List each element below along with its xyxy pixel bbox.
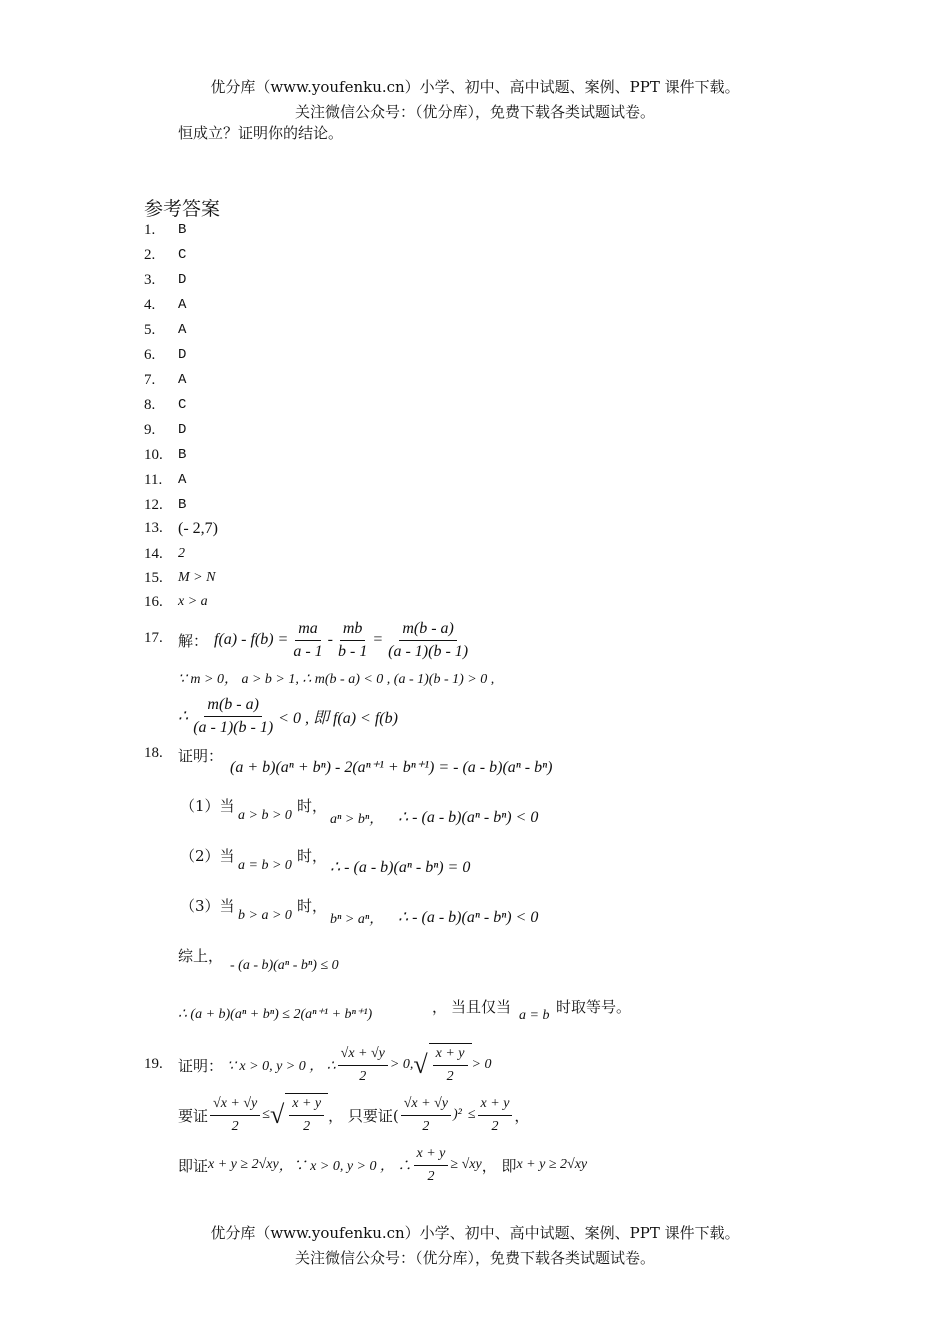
answer-value: A — [178, 322, 187, 338]
q17-number: 17. — [144, 630, 163, 646]
q18-case3-when: 时， — [297, 897, 328, 915]
answer-number: 12. — [144, 497, 163, 513]
answer-value: A — [178, 472, 187, 488]
answer-number: 5. — [144, 322, 156, 338]
q18-case3-mid: bⁿ > aⁿ， — [330, 912, 384, 927]
q18-final-expression: ∴ (a + b)(aⁿ + bⁿ) ≤ 2(aⁿ⁺¹ + bⁿ⁺¹) — [178, 1007, 373, 1022]
q18-identity: (a + b)(aⁿ + bⁿ) - 2(aⁿ⁺¹ + bⁿ⁺¹) = - (a - b)(aⁿ - bⁿ) — [230, 759, 553, 776]
q19-fraction-sqrt-sum-2: $\frac{√x + √y}{2}$ — [210, 1094, 260, 1137]
q17-minus: - — [327, 631, 333, 648]
q18-case3-result: ∴ - (a - b)(aⁿ - bⁿ) < 0 — [398, 909, 539, 926]
q18-final-tail: 时取等号。 — [556, 998, 632, 1016]
answer-number: 3. — [144, 272, 156, 288]
q18-case3-condition: b > a > 0 — [238, 908, 292, 923]
q18-case2-label: （2）当 — [180, 847, 235, 865]
header-line-2: 关注微信公众号：（优分库），免费下载各类试题试卷。 — [294, 103, 655, 121]
q19-line-1: 证明： ∵ x > 0, y > 0 ， ∴ $\frac{√x + √y}{2}$ > 0, √ $\frac{x + y}{2}$ > 0 — [178, 1040, 491, 1090]
q18-case1-label: （1）当 — [180, 797, 235, 815]
q18-case1-result: ∴ - (a - b)(aⁿ - bⁿ) < 0 — [398, 809, 539, 826]
q18-final-text: 当且仅当 — [451, 998, 512, 1016]
answer-number: 13. — [144, 520, 163, 536]
answer-number: 2. — [144, 247, 156, 263]
q18-summary-label: 综上， — [178, 947, 224, 965]
answer-number: 15. — [144, 570, 163, 586]
q18-case2-condition: a = b > 0 — [238, 858, 292, 873]
answer-value: D — [178, 422, 187, 438]
q17-fraction-4: $\frac{m(b - a)}{(a - 1)(b - 1)}$ — [193, 695, 274, 736]
q17-line-3: ∴ $\frac{m(b - a)}{(a - 1)(b - 1)}$ < 0 , 即 f(a) < f(b) — [178, 695, 398, 736]
answer-value: A — [178, 372, 187, 388]
q17-label: 解： — [178, 631, 209, 650]
answer-number: 6. — [144, 347, 156, 363]
answer-value: A — [178, 297, 187, 313]
q19-fraction-xy-4: $\frac{x + y}{2}$ — [414, 1144, 449, 1187]
q19-fraction-sqrt-sum-3: $\frac{√x + √y}{2}$ — [401, 1094, 451, 1137]
q18-label: 证明： — [178, 747, 224, 765]
answer-number: 9. — [144, 422, 156, 438]
q18-case1-condition: a > b > 0 — [238, 808, 292, 823]
q18-summary-expression: - (a - b)(aⁿ - bⁿ) ≤ 0 — [230, 958, 339, 973]
answer-value: x > a — [178, 594, 208, 609]
q19-line-2: 要证 $\frac{√x + √y}{2}$ ≤ √ $\frac{x + y}{2}$ ， 只要证( $\frac{√x + √y}{2}$ )² ≤ $\frac{x + y}{2}$ ， — [178, 1090, 529, 1140]
section-title: 参考答案 — [144, 198, 221, 220]
answer-value: B — [178, 447, 187, 463]
answer-value: M > N — [178, 570, 216, 585]
q18-final-comma: ， — [432, 998, 448, 1016]
q17-equals: = — [372, 631, 384, 648]
intro-line: 恒成立？证明你的结论。 — [178, 124, 344, 142]
footer-line-2: 关注微信公众号：（优分库），免费下载各类试题试卷。 — [294, 1249, 655, 1267]
answer-value: C — [178, 247, 187, 263]
answer-number: 16. — [144, 594, 163, 610]
q18-case3-label: （3）当 — [180, 897, 235, 915]
q18-final-condition: a = b — [519, 1008, 550, 1023]
q18-case1-when: 时， — [297, 797, 328, 815]
answer-number: 14. — [144, 546, 163, 562]
answer-value: B — [178, 222, 187, 238]
q17-fraction-2: $\frac{mb}{b - 1}$ — [338, 619, 368, 660]
answer-value: (- 2,7) — [178, 520, 218, 537]
footer-line-1: 优分库（www.youfenku.cn）小学、初中、高中试题、案例、PPT 课件下载。 — [210, 1224, 740, 1242]
answer-number: 10. — [144, 447, 163, 463]
answer-value: D — [178, 272, 187, 288]
answer-number: 8. — [144, 397, 156, 413]
q18-case1-mid: aⁿ > bⁿ， — [330, 812, 384, 827]
answer-value: C — [178, 397, 187, 413]
answer-value: 2 — [178, 546, 185, 561]
q19-number: 19. — [144, 1056, 163, 1072]
answer-number: 7. — [144, 372, 156, 388]
q18-number: 18. — [144, 745, 163, 761]
q17-line-1 — [178, 614, 473, 666]
q19-fraction-xy-2: $\frac{x + y}{2}$ — [289, 1094, 324, 1137]
header-line-1: 优分库（www.youfenku.cn）小学、初中、高中试题、案例、PPT 课件下载。 — [210, 78, 740, 96]
q18-case2-when: 时， — [297, 847, 328, 865]
answer-number: 11. — [144, 472, 163, 488]
q19-fraction-xy-3: $\frac{x + y}{2}$ — [478, 1094, 513, 1137]
q17-line-2: ∵ m > 0， a > b > 1, ∴ m(b - a) < 0 , (a - 1)(b - 1) > 0 , — [178, 672, 495, 687]
q19-line-3: 即证 x + y ≥ 2√xy ，∵ x > 0, y > 0 ， ∴ $\frac{x + y}{2}$ ≥ √xy ， 即 x + y ≥ 2√xy — [178, 1140, 587, 1190]
q17-fraction-1: $\frac{ma}{a - 1}$ — [293, 619, 323, 660]
q19-fraction-xy-1: $\frac{x + y}{2}$ — [433, 1044, 468, 1087]
answer-number: 4. — [144, 297, 156, 313]
answer-value: D — [178, 347, 187, 363]
q19-fraction-sqrt-sum: $\frac{√x + √y}{2}$ — [338, 1044, 388, 1087]
q17-lhs: f(a) - f(b) = — [214, 631, 289, 648]
answer-value: B — [178, 497, 187, 513]
q17-fraction-3: $\frac{m(b - a)}{(a - 1)(b - 1)}$ — [388, 619, 469, 660]
q18-case2-result: ∴ - (a - b)(aⁿ - bⁿ) = 0 — [330, 859, 471, 876]
answer-number: 1. — [144, 222, 156, 238]
